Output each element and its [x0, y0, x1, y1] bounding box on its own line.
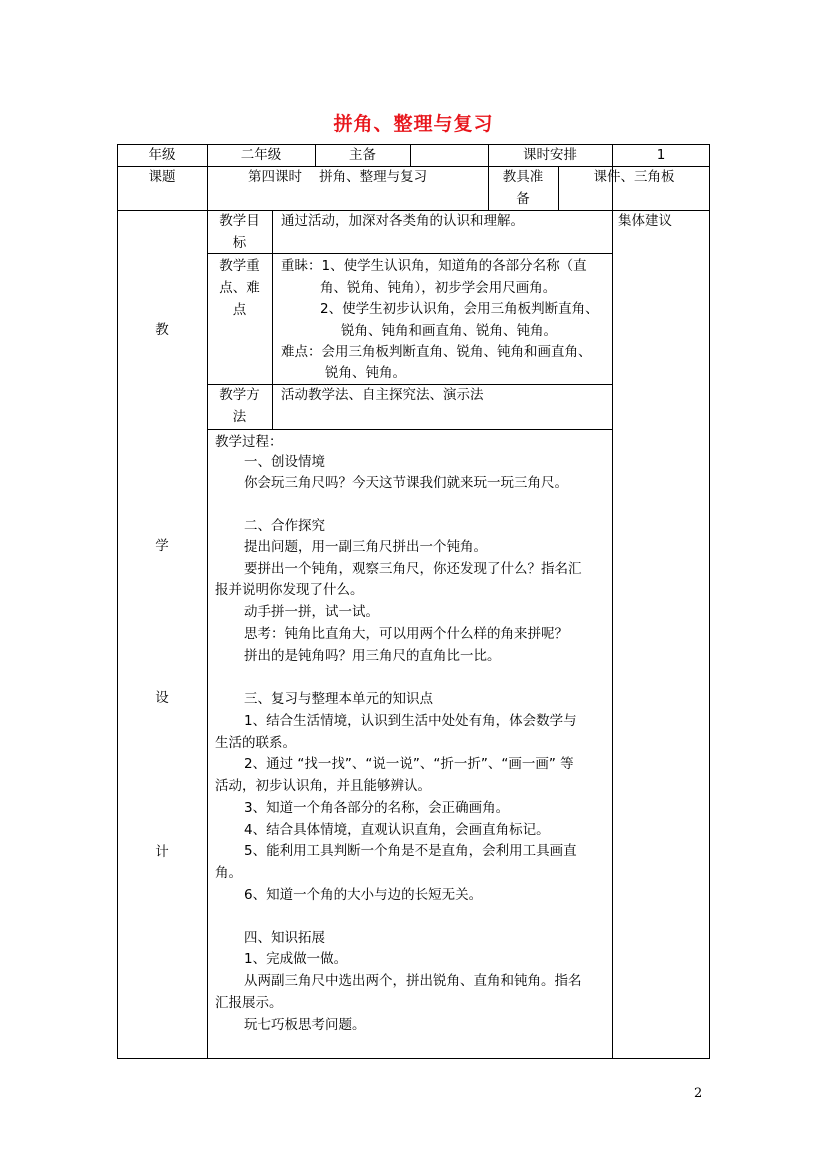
process-line: 2、通过 “找一找”、“说一说”、“折一折”、“画一画” 等 — [244, 756, 574, 772]
topic-label: 课题 — [148, 169, 176, 185]
lead-label: 主备 — [349, 147, 376, 163]
process-line: 生活的联系。 — [215, 735, 296, 751]
column-divider — [410, 144, 411, 166]
process-line: 二、合作探究 — [244, 518, 325, 534]
suggestion-label: 集体建议 — [618, 213, 672, 229]
tools-value: 课件、三角板 — [593, 169, 675, 185]
process-line: 汇报展示。 — [215, 995, 283, 1011]
side-label-ji: 计 — [155, 844, 169, 860]
column-divider — [612, 144, 613, 1059]
process-line: 要拼出一个钝角，观察三角尺，你还发现了什么？指名汇 — [244, 561, 582, 577]
process-line: 1、完成做一做。 — [244, 951, 348, 967]
schedule-label: 课时安排 — [523, 147, 577, 163]
process-line: 你会玩三角尺吗？今天这节课我们就来玩一玩三角尺。 — [244, 475, 568, 491]
page-number: 2 — [694, 1086, 703, 1101]
keypoints-line: 重眛：1、使学生认识角，知道角的各部分名称（直 — [281, 258, 587, 274]
process-line: 活动，初步认识角，并且能够辨认。 — [215, 778, 431, 794]
goals-label-line2: 标 — [232, 235, 247, 251]
process-line: 角。 — [215, 865, 242, 881]
process-line: 报并说明你发现了什么。 — [215, 582, 364, 598]
methods-label-line1: 教学方 — [219, 387, 260, 403]
methods-label-line2: 法 — [232, 409, 247, 425]
process-line: 四、知识拓展 — [244, 930, 325, 946]
topic-value: 第四课时 拼角、整理与复习 — [248, 169, 428, 185]
process-line: 6、知道一个角的大小与边的长短无关。 — [244, 887, 483, 903]
row-divider — [207, 429, 612, 430]
process-line: 3、知道一个角各部分的名称，会正确画角。 — [244, 800, 510, 816]
process-line: 教学过程： — [215, 434, 283, 450]
grade-value: 二年级 — [240, 147, 282, 163]
process-line: 玩七巧板思考问题。 — [244, 1017, 366, 1033]
process-line: 4、结合具体情境，直观认识直角，会画直角标记。 — [244, 822, 550, 838]
process-line: 三、复习与整理本单元的知识点 — [244, 691, 433, 707]
process-line: 拼出的是钝角吗？用三角尺的直角比一比。 — [244, 648, 501, 664]
side-label-jiao: 教 — [155, 322, 169, 338]
schedule-value: 1 — [656, 147, 666, 163]
process-line: 思考：钝角比直角大，可以用两个什么样的角来拼呢？ — [244, 626, 568, 642]
grade-label: 年级 — [148, 147, 176, 163]
tools-label-line2: 备 — [516, 191, 530, 207]
keypoints-line: 难点：会用三角板判断直角、锐角、钝角和画直角、 — [281, 344, 592, 360]
side-label-she: 设 — [155, 690, 169, 706]
keypoints-label-line3: 点 — [232, 302, 247, 318]
goals-text: 通过活动，加深对各类角的认识和理解。 — [281, 213, 524, 229]
keypoints-line: 2、使学生初步认识角，会用三角板判断直角、 — [320, 301, 599, 317]
keypoints-line: 锐角、钝角和画直角、锐角、钝角。 — [341, 323, 557, 339]
process-line: 1、结合生活情境，认识到生活中处处有角，体会数学与 — [244, 713, 577, 729]
keypoints-line: 锐角、钝角。 — [325, 365, 406, 381]
process-line: 一、创设情境 — [244, 454, 325, 470]
tools-label-line1: 教具准 — [502, 169, 544, 185]
process-line: 5、能利用工具判断一个角是不是直角，会利用工具画直 — [244, 843, 577, 859]
side-label-xue: 学 — [155, 538, 169, 554]
document-title: 拼角、整理与复习 — [333, 113, 494, 135]
keypoints-line: 角、锐角、钝角），初步学会用尺画角。 — [320, 280, 557, 296]
process-line: 从两副三角尺中选出两个，拼出锐角、直角和钝角。指名 — [244, 973, 582, 989]
process-line: 提出问题，用一副三角尺拼出一个钝角。 — [244, 539, 487, 555]
goals-label-line1: 教学目 — [219, 213, 260, 229]
process-line: 动手拼一拼，试一试。 — [244, 604, 379, 620]
methods-text: 活动教学法、自主探究法、演示法 — [281, 387, 484, 403]
keypoints-label-line2: 点、难 — [219, 280, 260, 296]
column-divider — [272, 210, 273, 429]
keypoints-label-line1: 教学重 — [219, 258, 260, 274]
